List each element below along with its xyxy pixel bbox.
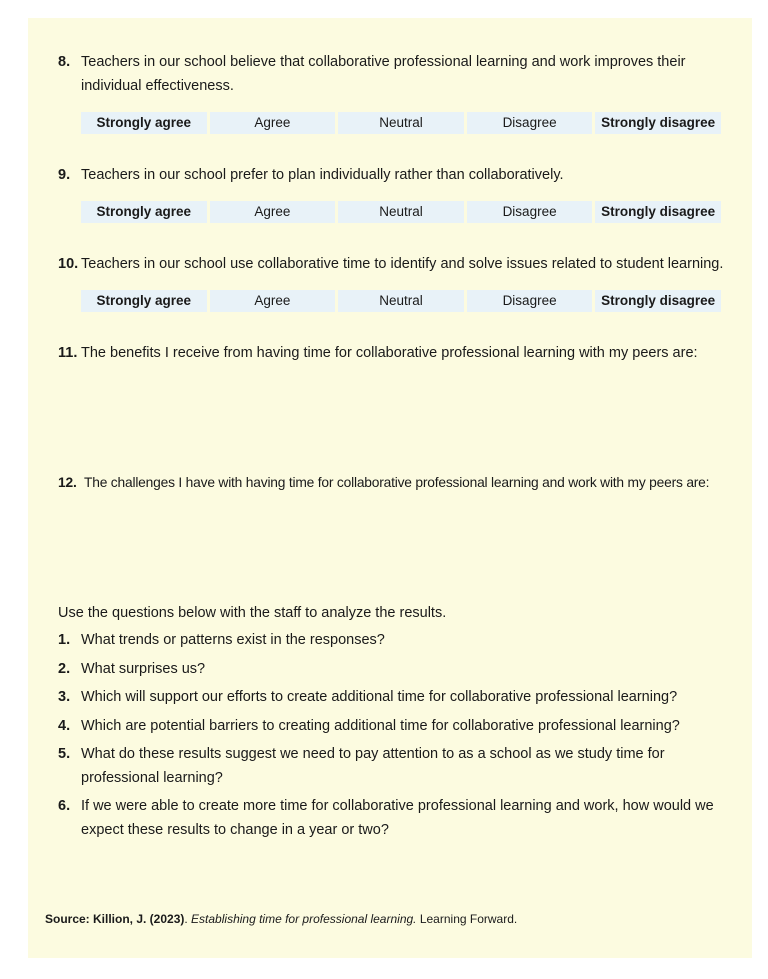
item-number: 1. (58, 632, 71, 648)
item-number: 6. (58, 798, 71, 814)
item-text: Which are potential barriers to creating additional time for collaborative professional learning? (81, 717, 680, 734)
source-separator: . (184, 912, 192, 926)
option-neutral[interactable]: Neutral (338, 201, 464, 223)
source-publisher: Learning Forward. (416, 912, 518, 926)
question-text: Teachers in our school believe that collaborative professional learning and work improves their individual effectiveness. (81, 54, 686, 94)
likert-scale-q10 (81, 290, 721, 312)
question-11 (58, 341, 758, 365)
question-text: The benefits I receive from having time for collaborative professional learning with my peers are: (81, 345, 698, 361)
option-strongly-agree[interactable]: Strongly agree (81, 112, 207, 134)
item-number: 4. (58, 717, 71, 734)
question-text: Teachers in our school use collaborative time to identify and solve issues related to student learning. (81, 256, 724, 272)
question-9 (58, 163, 738, 187)
option-agree[interactable]: Agree (210, 112, 336, 134)
likert-scale-q8 (81, 112, 721, 134)
question-number: 9. (58, 167, 71, 183)
question-text: Teachers in our school prefer to plan individually rather than collaboratively. (81, 167, 564, 183)
option-strongly-agree[interactable]: Strongly agree (81, 290, 207, 312)
option-neutral[interactable]: Neutral (338, 112, 464, 134)
option-strongly-disagree[interactable]: Strongly disagree (595, 290, 721, 312)
question-12 (58, 471, 758, 495)
item-text: What trends or patterns exist in the responses? (81, 632, 385, 648)
list-item (58, 686, 718, 710)
analysis-intro: Use the questions below with the staff to analyze the results. (58, 605, 447, 621)
source-title: Establishing time for professional learning. (191, 912, 417, 926)
worksheet-panel (28, 18, 752, 958)
list-item (58, 658, 718, 682)
list-item (58, 715, 718, 739)
item-text: If we were able to create more time for collaborative professional learning and work, how would we expect these results to change in a year or two? (81, 798, 714, 838)
option-strongly-agree[interactable]: Strongly agree (81, 201, 207, 223)
analysis-questions-list (58, 629, 718, 847)
source-label: Source: Killion, J. (2023) (45, 912, 185, 926)
question-8 (58, 50, 738, 98)
option-agree[interactable]: Agree (210, 290, 336, 312)
question-text: The challenges I have with having time for collaborative professional learning and work with my peers are: (84, 475, 710, 490)
option-disagree[interactable]: Disagree (467, 112, 593, 134)
item-text: Which will support our efforts to create additional time for collaborative professional learning? (81, 689, 678, 705)
option-strongly-disagree[interactable]: Strongly disagree (595, 201, 721, 223)
option-agree[interactable]: Agree (210, 201, 336, 223)
likert-scale-q9 (81, 201, 721, 223)
question-number: 11. (58, 345, 78, 361)
item-number: 5. (58, 746, 71, 762)
option-strongly-disagree[interactable]: Strongly disagree (595, 112, 721, 134)
question-number: 10. (58, 256, 79, 272)
question-number: 8. (58, 54, 71, 70)
option-neutral[interactable]: Neutral (338, 290, 464, 312)
list-item (58, 795, 718, 842)
option-disagree[interactable]: Disagree (467, 201, 593, 223)
question-number: 12. (58, 475, 77, 490)
item-number: 2. (58, 660, 71, 677)
option-disagree[interactable]: Disagree (467, 290, 593, 312)
list-item (58, 743, 718, 790)
item-text: What do these results suggest we need to pay attention to as a school as we study time for professional learning? (81, 746, 665, 786)
item-text: What surprises us? (81, 660, 206, 677)
source-citation (45, 910, 517, 928)
question-10 (58, 252, 758, 276)
list-item (58, 629, 718, 653)
item-number: 3. (58, 689, 71, 705)
